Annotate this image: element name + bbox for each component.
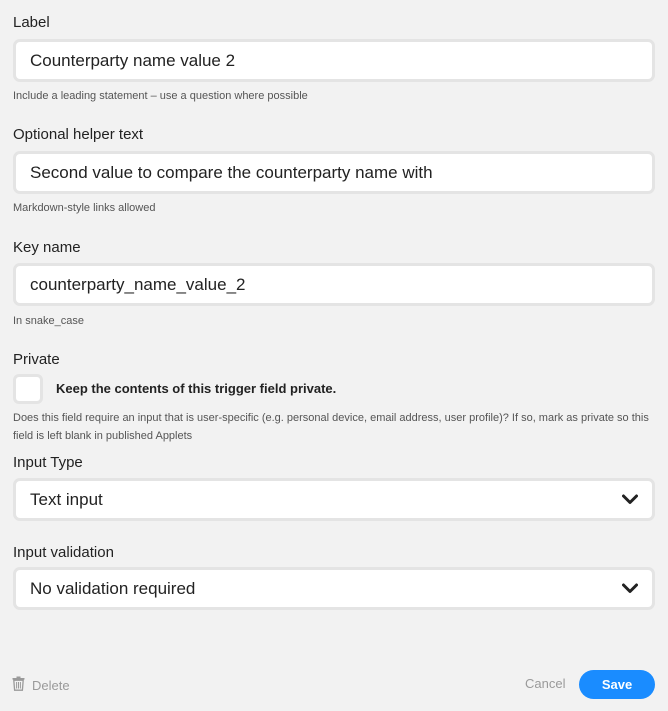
- chevron-down-icon: [622, 494, 638, 506]
- label-field-label: Label: [13, 14, 50, 31]
- private-field-label: Private: [13, 351, 60, 368]
- helper-hint: Markdown-style links allowed: [13, 202, 156, 214]
- private-hint: Does this field require an input that is user-specific (e.g. personal device, email address, user profile)? If so, mark as private so this field is left blank in published Applets: [13, 412, 649, 442]
- chevron-down-icon: [622, 583, 638, 595]
- helper-text-input[interactable]: [13, 151, 655, 194]
- trash-icon: [12, 676, 25, 694]
- cancel-button[interactable]: Cancel: [525, 676, 566, 691]
- input-validation-select[interactable]: [13, 567, 655, 610]
- delete-button[interactable]: [12, 676, 70, 694]
- helper-field-label: Optional helper text: [13, 126, 144, 143]
- input-validation-selected: No validation required: [30, 578, 196, 598]
- label-input-value: Counterparty name value 2: [30, 50, 236, 70]
- save-button[interactable]: Save: [579, 670, 655, 699]
- key-field-label: Key name: [13, 239, 81, 256]
- input-type-select[interactable]: [13, 478, 655, 521]
- delete-label: Delete: [32, 677, 70, 693]
- input-type-selected: Text input: [30, 489, 103, 509]
- private-checkbox[interactable]: [13, 374, 43, 404]
- label-input[interactable]: [13, 39, 655, 82]
- helper-text-input-value: Second value to compare the counterparty name with: [30, 162, 433, 182]
- key-name-input[interactable]: [13, 263, 655, 306]
- private-checkbox-label[interactable]: Keep the contents of this trigger field private.: [56, 381, 337, 396]
- key-name-input-value: counterparty_name_value_2: [30, 274, 246, 294]
- label-hint: Include a leading statement – use a question where possible: [13, 90, 308, 102]
- key-hint: In snake_case: [13, 315, 84, 327]
- input-validation-label: Input validation: [13, 544, 114, 561]
- input-type-label: Input Type: [13, 454, 83, 471]
